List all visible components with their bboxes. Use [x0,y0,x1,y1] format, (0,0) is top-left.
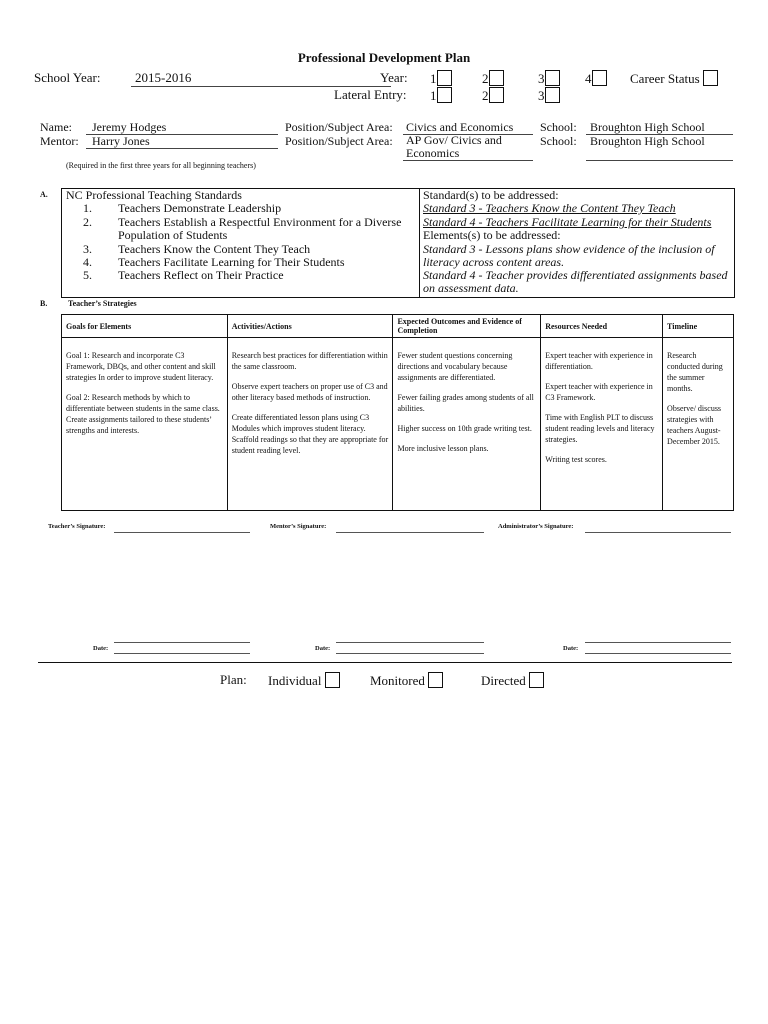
year-option-2[interactable] [482,70,504,87]
outcome-3: Higher success on 10th grade writing test. [397,424,532,433]
activities-cell[interactable] [227,338,393,511]
col-resources-header: Resources Needed [541,315,663,338]
teacher-signature-label: Teacher’s Signature: [48,523,106,530]
plan-option-directed[interactable] [481,672,544,689]
name-field[interactable] [86,120,278,135]
plan-directed-checkbox[interactable] [529,672,544,688]
position-value-1: Civics and Economics [406,120,514,134]
standard-4-num: 4. [83,255,92,269]
standards-box [61,188,735,298]
mentor-label: Mentor: [40,134,79,148]
year-option-1[interactable] [430,70,452,87]
plan-monitored-label: Monitored [370,673,425,688]
position-label-2: Position/Subject Area: [285,134,393,148]
admin-signature-label: Administrator’s Signature: [498,523,574,530]
year-option-2-label: 2 [482,71,489,86]
mentor-field[interactable] [86,134,278,149]
standard-1-num: 1. [83,201,92,215]
goal-1: Goal 1: Research and incorporate C3 Framework, DBQs, and other content and skill strategies In order to improve student literacy. [66,351,216,382]
outcome-4: More inclusive lesson plans. [397,444,489,453]
outcome-1: Fewer student questions concerning directions and vocabulary because assignments are differentiated. [397,351,513,382]
page-title: Professional Development Plan [297,50,471,65]
mentor-requirement-note: (Required in the first three years for all beginning teachers) [66,161,256,170]
teacher-date-label: Date: [93,645,109,652]
school-year-value: 2015-2016 [135,70,192,85]
section-b-heading: Teacher’s Strategies [68,299,137,308]
lateral-3-checkbox[interactable] [545,87,560,103]
year-option-4[interactable] [585,70,607,87]
admin-date-line[interactable] [585,652,731,654]
plan-label: Plan: [220,672,247,687]
standard-2-num: 2. [83,215,92,229]
col-timeline-header: Timeline [663,315,734,338]
school-year-field[interactable] [131,70,391,87]
col-outcomes-header: Expected Outcomes and Evidence of Completion [393,315,541,338]
year-2-checkbox[interactable] [489,70,504,86]
addressed-standard-4: Standard 4 - Teachers Facilitate Learning for their Students [423,215,712,229]
resources-cell[interactable] [541,338,663,511]
elements-label: Elements(s) to be addressed: [423,228,561,242]
standard-1-text: Teachers Demonstrate Leadership [118,201,282,215]
school-value-2: Broughton High School [590,134,705,148]
mentor-signature-line[interactable] [336,531,484,533]
position-label-1: Position/Subject Area: [285,120,393,134]
timeline-2: Observe/ discuss strategies with teachers August-December 2015. [667,404,722,446]
col-activities-header: Activities/Actions [227,315,393,338]
timeline-1: Research conducted during the summer months. [667,351,723,393]
goal-2: Goal 2: Research methods by which to differentiate between students in the same class. Create assignments tailored to these students’ strengths and interests. [66,393,220,435]
table-row [62,338,734,511]
goals-cell[interactable] [62,338,228,511]
year-label: Year: [380,70,408,85]
resource-4: Writing test scores. [545,455,607,464]
school-year-label: School Year: [34,70,101,85]
timeline-cell[interactable] [663,338,734,511]
teacher-date-top-line [114,641,250,643]
element-1-line-2: literacy across content areas. [423,255,565,269]
addressed-standard-3: Standard 3 - Teachers Know the Content They Teach [423,201,676,215]
year-3-checkbox[interactable] [545,70,560,86]
addressed-label: Standard(s) to be addressed: [423,188,559,202]
plan-option-monitored[interactable] [370,672,443,689]
year-option-1-label: 1 [430,71,437,86]
activity-2: Observe expert teachers on proper use of C3 and other literacy based methods of instruction. [231,382,388,402]
career-status-option[interactable] [630,70,718,87]
career-status-checkbox[interactable] [703,70,718,86]
school-value-1: Broughton High School [590,120,705,134]
resource-1: Expert teacher with experience in differentiation. [545,351,653,371]
lateral-2-checkbox[interactable] [489,87,504,103]
career-status-label: Career Status [630,71,700,86]
teacher-signature-line[interactable] [114,531,250,533]
element-2-line-2: on assessment data. [423,281,519,295]
school-field-2[interactable] [586,134,733,161]
strategies-table [61,314,734,511]
section-a-marker: A. [40,190,48,199]
plan-monitored-checkbox[interactable] [428,672,443,688]
lateral-option-3-label: 3 [538,88,545,103]
element-1-line-1: Standard 3 - Lessons plans show evidence of the inclusion of [423,242,715,256]
mentor-value: Harry Jones [92,134,150,148]
standard-2-text-cont: Population of Students [118,228,228,242]
teacher-date-line[interactable] [114,652,250,654]
lateral-option-3[interactable] [538,87,560,104]
position-value-2a: AP Gov/ Civics and [406,133,502,147]
name-value: Jeremy Hodges [92,120,167,134]
standard-4-text: Teachers Facilitate Learning for Their Students [118,255,345,269]
position-field-2[interactable] [403,134,533,161]
name-label: Name: [40,120,72,134]
year-1-checkbox[interactable] [437,70,452,86]
admin-signature-line[interactable] [585,531,731,533]
outcome-2: Fewer failing grades among students of all abilities. [397,393,534,413]
resource-2: Expert teacher with experience in C3 Framework. [545,382,653,402]
element-2-line-1: Standard 4 - Teacher provides differentiated assignments based [423,268,728,282]
outcomes-cell[interactable] [393,338,541,511]
resource-3: Time with English PLT to discuss student reading levels and literacy strategies. [545,413,655,444]
school-field-1[interactable] [586,120,733,135]
standards-divider [419,189,420,297]
mentor-date-label: Date: [315,645,331,652]
col-goals-header: Goals for Elements [62,315,228,338]
mentor-date-line[interactable] [336,652,484,654]
page-divider [38,662,732,663]
year-option-4-label: 4 [585,71,592,86]
strategies-header-row [62,315,734,338]
admin-date-top-line [585,641,731,643]
standard-2-text: Teachers Establish a Respectful Environment for a Diverse [118,215,402,229]
standard-3-num: 3. [83,242,92,256]
standard-3-text: Teachers Know the Content They Teach [118,242,311,256]
activity-1: Research best practices for differentiation within the same classroom. [231,351,388,371]
mentor-date-top-line [336,641,484,643]
mentor-signature-label: Mentor’s Signature: [270,523,327,530]
plan-individual-label: Individual [268,673,322,688]
standard-5-text: Teachers Reflect on Their Practice [118,268,284,282]
activity-3: Create differentiated lesson plans using C3 Modules which improves student literacy. Scaffold readings so that they are appropriate for student reading level. [231,413,389,455]
year-option-3-label: 3 [538,71,545,86]
plan-directed-label: Directed [481,673,526,688]
plan-option-individual[interactable] [268,672,340,689]
school-label-2: School: [540,134,577,148]
school-label-1: School: [540,120,577,134]
lateral-option-2-label: 2 [482,88,489,103]
lateral-option-1-label: 1 [430,88,437,103]
plan-individual-checkbox[interactable] [325,672,340,688]
year-option-3[interactable] [538,70,560,87]
standard-5-num: 5. [83,268,92,282]
standards-heading: NC Professional Teaching Standards [66,188,242,202]
lateral-entry-label: Lateral Entry: [334,87,407,102]
position-value-2b: Economics [406,146,460,160]
lateral-option-2[interactable] [482,87,504,104]
lateral-option-1[interactable] [430,87,452,104]
year-4-checkbox[interactable] [592,70,607,86]
section-b-marker: B. [40,299,48,308]
admin-date-label: Date: [563,645,579,652]
lateral-1-checkbox[interactable] [437,87,452,103]
